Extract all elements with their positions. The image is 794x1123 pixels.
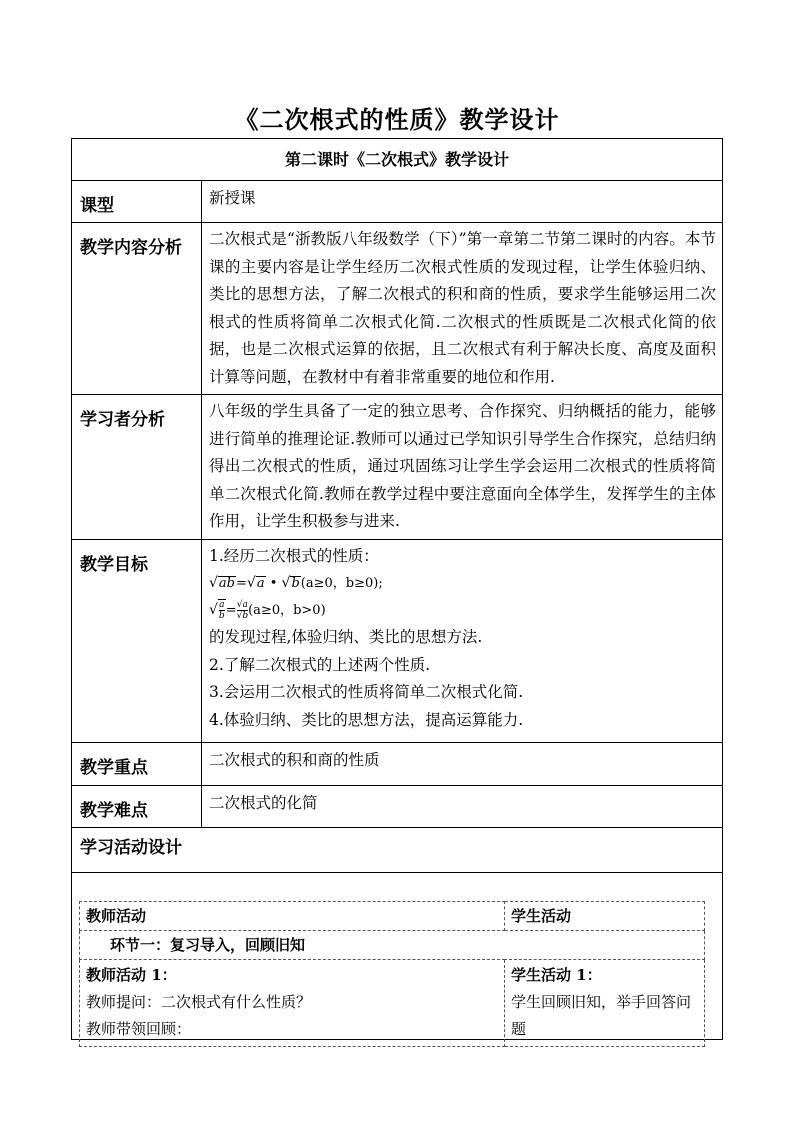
segment-one-heading: 环节一：复习导入，回顾旧知 xyxy=(80,930,705,959)
key-point-label: 教学重点 xyxy=(72,742,202,785)
content-analysis-label: 教学内容分析 xyxy=(72,223,202,395)
teacher-question: 教师提问：二次根式有什么性质？ xyxy=(86,992,312,1011)
product-rule-formula: √ab=√a • √b(a≥0，b≥0); xyxy=(209,575,383,591)
objectives-label: 教学目标 xyxy=(72,539,202,742)
activity-table xyxy=(79,901,705,1047)
student-activity-cell xyxy=(505,959,705,1046)
content-analysis-value: 二次根式是“浙教版八年级数学（下）”第一章第二节第二课时的内容。本节课的主要内容是让学生经历二次根式性质的发现过程，让学生体验归纳、类比的思想方法，了解二次根式的积和商的性质，要求学生能够运用二次根式的性质将简单二次根式化简.二次根式的性质既是二次根式化简的依据，也是二次根式运算的依据，且二次根式有利于解决长度、高度及面积计算等问题，在教材中有着非常重要的地位和作用. xyxy=(202,223,723,395)
objective-4: 4.体验归纳、类比的思想方法，提高运算能力. xyxy=(209,710,524,729)
student-activity-title: 学生活动 1： xyxy=(511,965,602,984)
difficulty-value: 二次根式的化简 xyxy=(202,785,723,827)
activity-design-heading: 学习活动设计 xyxy=(72,827,723,872)
objective-1-continued: 的发现过程,体验归纳、类比的思想方法. xyxy=(209,628,483,646)
product-rule-condition: (a≥0，b≥0); xyxy=(300,576,383,591)
document-title: 《二次根式的性质》教学设计 xyxy=(234,105,560,134)
teacher-review: 教师带领回顾： xyxy=(86,1019,192,1038)
objectives-value xyxy=(202,539,723,742)
lesson-type-value: 新授课 xyxy=(202,181,723,223)
learner-analysis-label: 学习者分析 xyxy=(72,395,202,540)
student-activity-text: 学生回顾旧知，举手回答问题 xyxy=(511,992,692,1038)
objective-2: 2.了解二次根式的上述两个性质. xyxy=(209,655,431,674)
activity-container xyxy=(72,872,723,1039)
learner-analysis-value: 八年级的学生具备了一定的独立思考、合作探究、归纳概括的能力，能够进行简单的推理论证.教师可以通过已学知识引导学生合作探究，总结归纳得出二次根式的性质，通过巩固练习让学生学会运用二次根式的性质将简单二次根式化简.教师在教学过程中要注意面向全体学生，发挥学生的主体作用，让学生积极参与进来. xyxy=(202,395,723,540)
lesson-plan-table xyxy=(71,138,723,1040)
student-activity-header: 学生活动 xyxy=(505,901,705,930)
objective-3: 3.会运用二次根式的性质将简单二次根式化简. xyxy=(209,683,524,701)
difficulty-label: 教学难点 xyxy=(72,785,202,827)
teacher-activity-cell xyxy=(80,959,505,1046)
objective-1: 1.经历二次根式的性质： xyxy=(209,546,379,565)
quotient-rule-condition: (a≥0，b>0) xyxy=(248,603,326,618)
lesson-subtitle: 第二课时《二次根式》教学设计 xyxy=(72,139,723,181)
key-point-value: 二次根式的积和商的性质 xyxy=(202,742,723,785)
teacher-activity-title: 教师活动 1： xyxy=(86,965,177,984)
quotient-rule-formula: √ $\frac{a}{b}$ = $\frac{√a}{√b}$ (a≥0，b>0) xyxy=(209,600,326,621)
lesson-type-label: 课型 xyxy=(72,181,202,223)
teacher-activity-header: 教师活动 xyxy=(80,901,505,930)
